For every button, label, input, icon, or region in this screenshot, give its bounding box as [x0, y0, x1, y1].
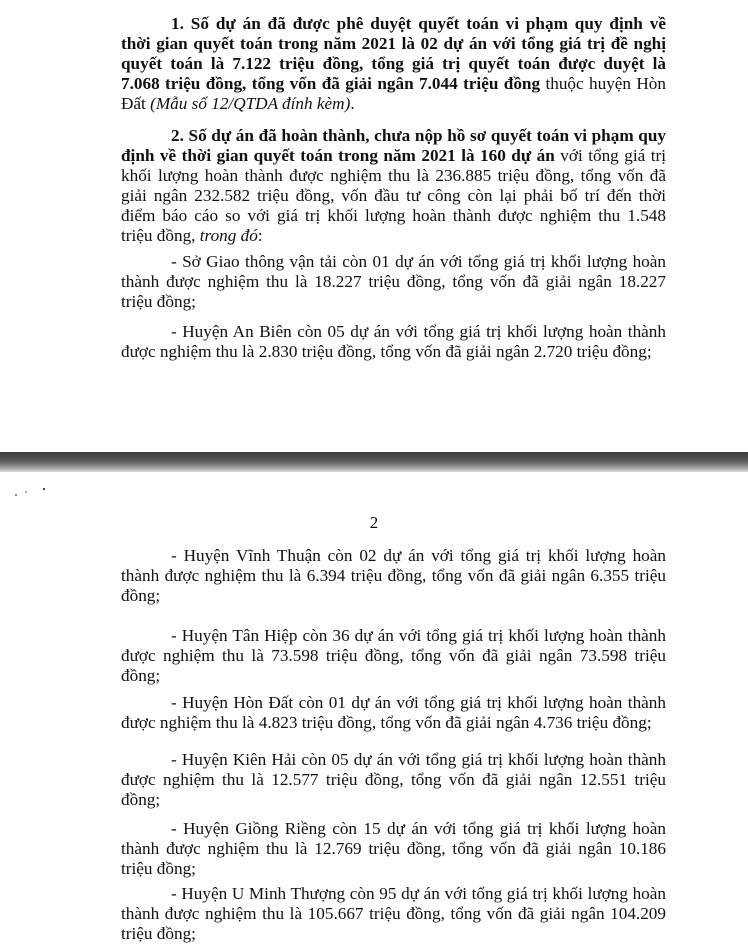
list-item: [121, 884, 666, 944]
text-line: giải ngân 232.582 triệu đồng, vốn đầu tư công còn lại phải bố trí đến thời: [121, 186, 666, 205]
text-line: - Huyện Kiên Hải còn 05 dự án với tổng giá trị khối lượng hoàn thành: [171, 750, 666, 769]
text-line: triệu đồng,: [121, 226, 200, 245]
text-line: với tổng giá trị: [554, 146, 666, 165]
list-item: [121, 546, 666, 606]
text-line: - Huyện Giồng Riềng còn 15 dự án với tổng giá trị khối lượng hoàn: [171, 819, 666, 838]
text-line: quyết toán là 7.122 triệu đồng, tổng giá trị quyết toán được duyệt là: [121, 54, 666, 73]
text-line: - Huyện U Minh Thượng còn 95 dự án với tổng giá trị khối lượng hoàn: [171, 884, 666, 903]
text-line: định về thời gian quyết toán trong năm 2021 là 160 dự án: [121, 146, 555, 165]
text-line: khối lượng hoàn thành được nghiệm thu là 236.885 triệu đồng, tổng vốn đã: [121, 166, 666, 185]
text-line: 7.068 triệu đồng, tổng vốn đã giải ngân 7.044 triệu đồng: [121, 74, 541, 93]
text-line: được nghiệm thu là 73.598 triệu đồng, tổng vốn đã giải ngân 73.598 triệu: [121, 646, 666, 665]
text-line: được nghiệm thu là 2.830 triệu đồng, tổng vốn đã giải ngân 2.720 triệu đồng;: [121, 342, 652, 361]
list-item: [121, 322, 666, 362]
page-number: 2: [369, 513, 379, 532]
scan-specks-decoration: [14, 486, 54, 500]
text-line: thuộc huyện Hòn: [540, 74, 666, 93]
text-line: thời gian quyết toán trong năm 2021 là 02 dự án với tổng giá trị đề nghị: [121, 34, 666, 53]
list-item: [121, 750, 666, 810]
text-line: 2. Số dự án đã hoàn thành, chưa nộp hồ sơ quyết toán vi phạm quy: [171, 126, 666, 145]
list-item: [121, 693, 666, 733]
text-line: - Huyện Vĩnh Thuận còn 02 dự án với tổng giá trị khối lượng hoàn: [171, 546, 666, 565]
text-line: điểm báo cáo so với giá trị khối lượng hoàn thành được nghiệm thu 1.548: [121, 206, 666, 225]
text-line: triệu đồng;: [121, 924, 196, 943]
text-line: triệu đồng;: [121, 292, 196, 311]
text-line-italic: trong đó: [199, 226, 258, 245]
list-item: [121, 819, 666, 879]
text-line: :: [257, 226, 263, 245]
text-line: Đất: [121, 94, 151, 113]
text-line: - Huyện An Biên còn 05 dự án với tổng giá trị khối lượng hoàn thành: [171, 322, 666, 341]
list-item: [121, 626, 666, 686]
text-line: - Huyện Tân Hiệp còn 36 dự án với tổng giá trị khối lượng hoàn thành: [171, 626, 666, 645]
text-line: .: [350, 94, 355, 113]
text-line: - Sở Giao thông vận tải còn 01 dự án với tổng giá trị khối lượng hoàn: [171, 252, 666, 271]
text-line: đồng;: [121, 666, 161, 685]
text-line: đồng;: [121, 586, 161, 605]
text-line: đồng;: [121, 790, 161, 809]
text-line: thành được nghiệm thu là 18.227 triệu đồng, tổng vốn đã giải ngân 18.227: [121, 272, 666, 291]
text-line: thành được nghiệm thu là 12.769 triệu đồng, tổng vốn đã giải ngân 10.186: [121, 839, 666, 858]
paragraph-approved-projects: [121, 14, 666, 114]
paragraph-unsubmitted-projects: [121, 126, 666, 246]
page-break-band: [0, 452, 748, 472]
text-line: 1. Số dự án đã được phê duyệt quyết toán vi phạm quy định về: [171, 14, 666, 33]
text-line: được nghiệm thu là 4.823 triệu đồng, tổng vốn đã giải ngân 4.736 triệu đồng;: [121, 713, 652, 732]
text-line: thành được nghiệm thu là 105.667 triệu đồng, tổng vốn đã giải ngân 104.209: [121, 904, 666, 923]
list-item: [121, 252, 666, 312]
text-line: thành được nghiệm thu là 6.394 triệu đồng, tổng vốn đã giải ngân 6.355 triệu: [121, 566, 666, 585]
text-line: - Huyện Hòn Đất còn 01 dự án với tổng giá trị khối lượng hoàn thành: [171, 693, 666, 712]
text-line: được nghiệm thu là 12.577 triệu đồng, tổng vốn đã giải ngân 12.551 triệu: [121, 770, 666, 789]
text-line-italic: (Mẫu số 12/QTDA đính kèm): [150, 94, 351, 113]
text-line: triệu đồng;: [121, 859, 196, 878]
